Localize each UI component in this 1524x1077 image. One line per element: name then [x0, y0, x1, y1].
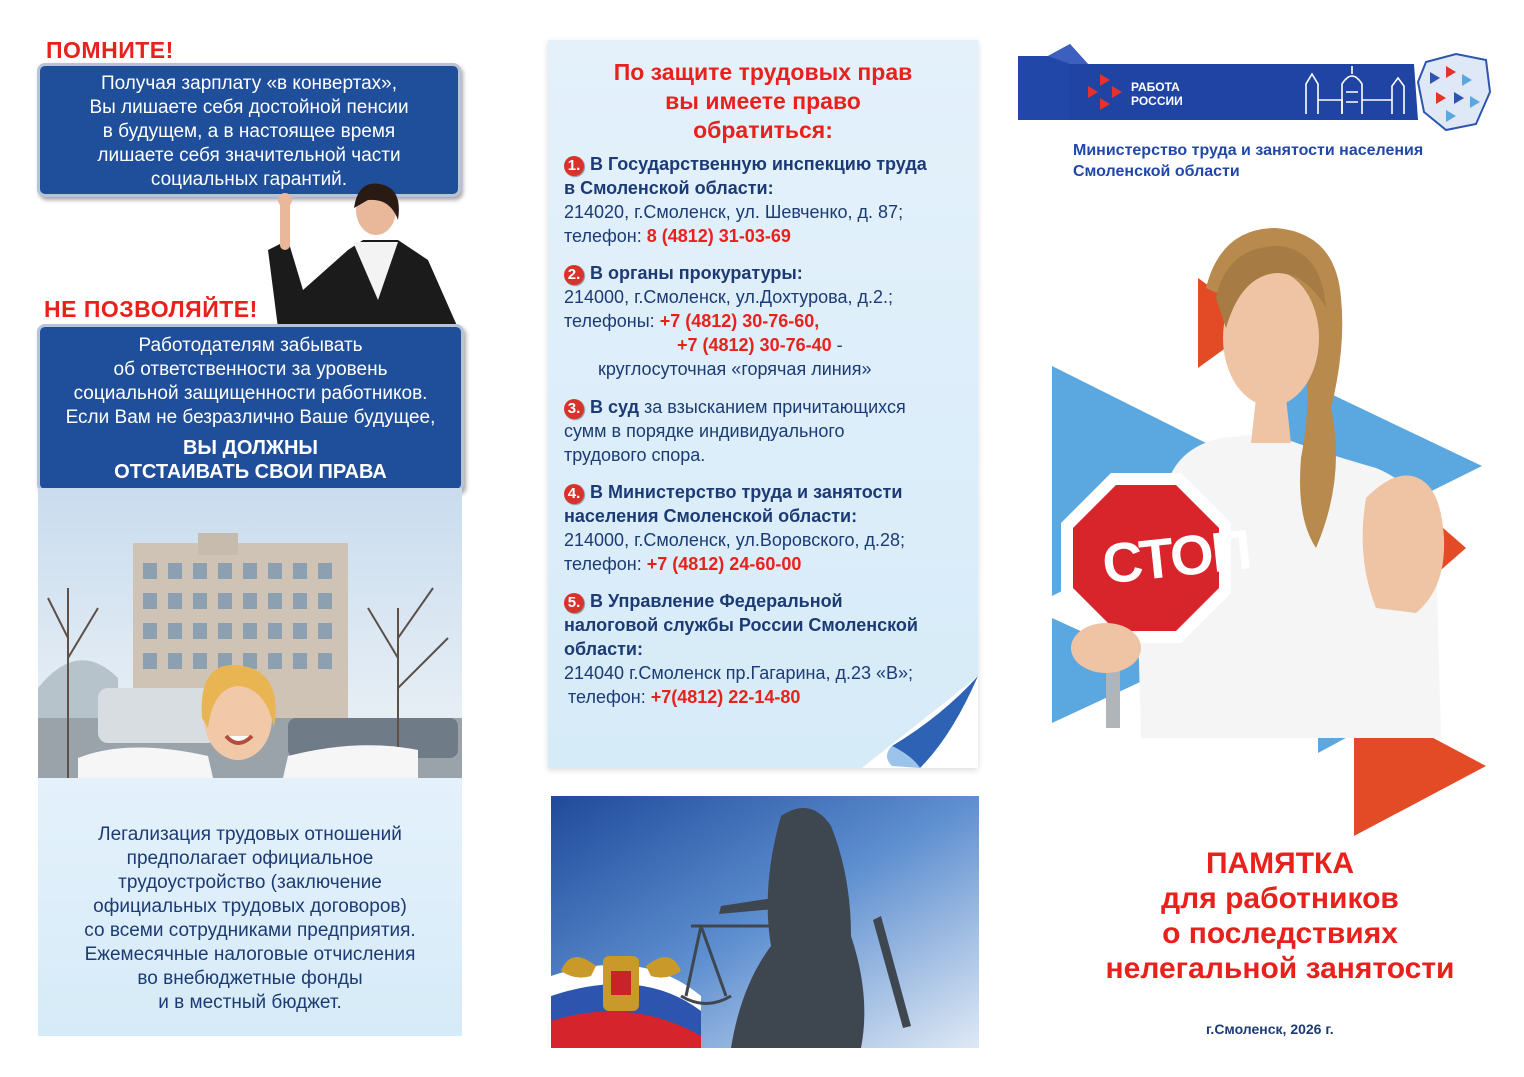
place-year: г.Смоленск, 2026 г. [1206, 1021, 1334, 1037]
stop-sign-text: СТОП [1099, 517, 1253, 596]
title-line: нелегальной занятости [1105, 952, 1455, 985]
rights-heading-line: обратиться: [693, 117, 833, 143]
legal-line: предполагает официальное [126, 848, 374, 869]
dont-allow-line: об ответственности за уровень [113, 359, 388, 380]
remember-line: лишаете себя значительной части [97, 145, 401, 166]
phone-number: +7 (4812) 30-76-60, [659, 311, 820, 331]
building-photo [38, 488, 462, 778]
logo-text: РАБОТА [1131, 80, 1180, 94]
remember-box [37, 63, 461, 197]
title-line: ПАМЯТКА [1205, 847, 1355, 880]
remember-heading: ПОМНИТЕ! [46, 37, 174, 63]
phone-number: +7(4812) 22-14-80 [650, 687, 801, 707]
legal-line: Легализация трудовых отношений [98, 824, 402, 845]
item-title: В суд [590, 397, 639, 417]
justice-statue-photo [551, 796, 979, 1048]
legal-line: со всеми сотрудниками предприятия. [84, 920, 416, 941]
item-title: В Управление Федеральной [590, 591, 843, 611]
dont-allow-line: социальной защищенности работников. [73, 383, 428, 404]
item-address: 214000, г.Смоленск, ул.Дохтурова, д.2.; [564, 287, 894, 307]
kremlin-icon [1302, 64, 1412, 116]
dont-allow-box [37, 324, 464, 492]
dont-allow-line: Если Вам не безразлично Ваше будущее, [65, 407, 436, 428]
number-badge: 1. [564, 156, 584, 176]
rights-heading [548, 58, 978, 145]
phone-label: телефон: [564, 226, 642, 246]
number-badge: 2. [564, 265, 584, 285]
phone-label: телефон: [564, 554, 642, 574]
title-line: для работников [1161, 882, 1399, 915]
must-line: ВЫ ДОЛЖНЫ [182, 437, 319, 459]
item-address: 214040 г.Смоленск пр.Гагарина, д.23 «В»; [564, 663, 914, 683]
item-address: 214000, г.Смоленск, ул.Воровского, д.28; [564, 530, 906, 550]
item-text: трудового спора. [564, 445, 706, 465]
phone-number: +7 (4812) 24-60-00 [646, 554, 802, 574]
item-title: В органы прокуратуры: [590, 263, 803, 283]
rabota-rossii-logo-text [1131, 80, 1183, 108]
phone-label: телефоны: [564, 311, 655, 331]
ministry-line: Министерство труда и занятости населения [1073, 142, 1424, 159]
item-text: за взысканием причитающихся [644, 397, 906, 417]
legal-line: Ежемесячные налоговые отчисления [84, 944, 416, 965]
remember-line: Вы лишаете себя достойной пенсии [89, 97, 409, 118]
item-title: населения Смоленской области: [564, 506, 858, 526]
rights-heading-line: вы имеете право [665, 88, 861, 114]
contact-item-5 [564, 589, 964, 709]
hotline-text: круглосуточная «горячая линия» [598, 359, 872, 379]
number-badge: 5. [564, 593, 584, 613]
item-title: В Министерство труда и занятости [590, 482, 903, 502]
remember-line: Получая зарплату «в конвертах», [100, 73, 397, 94]
contact-item-3 [564, 395, 964, 467]
brochure-title [1044, 846, 1516, 986]
contact-item-2 [564, 261, 964, 381]
number-badge: 3. [564, 399, 584, 419]
item-title: в Смоленской области: [564, 178, 774, 198]
phone-suffix: - [836, 335, 843, 355]
legal-line: во внебюджетные фонды [137, 968, 363, 989]
number-badge: 4. [564, 484, 584, 504]
dont-allow-heading: НЕ ПОЗВОЛЯЙТЕ! [44, 296, 258, 322]
remember-line: в будущем, а в настоящее время [102, 121, 396, 142]
dont-allow-line: Работодателям забывать [138, 335, 363, 356]
item-title: налоговой службы России Смоленской [564, 615, 918, 635]
remember-line: социальных гарантий. [150, 169, 348, 190]
legal-line: трудоустройство (заключение [118, 872, 382, 893]
contact-item-4 [564, 480, 964, 576]
rabota-rossii-logo-icon [1084, 72, 1124, 112]
logo-text: РОССИИ [1131, 94, 1183, 108]
item-address: 214020, г.Смоленск, ул. Шевченко, д. 87; [564, 202, 904, 222]
phone-number: +7 (4812) 30-76-40 [677, 335, 832, 355]
ministry-name [1073, 140, 1423, 182]
rights-heading-line: По защите трудовых прав [613, 59, 913, 85]
legalization-panel [38, 778, 462, 1036]
phone-number: 8 (4812) 31-03-69 [646, 226, 791, 246]
item-title: области: [564, 639, 643, 659]
item-text: сумм в порядке индивидуального [564, 421, 845, 441]
contact-item-1 [564, 152, 964, 248]
legal-line: и в местный бюджет. [158, 992, 342, 1013]
must-line: ОТСТАИВАТЬ СВОИ ПРАВА [114, 461, 387, 483]
ministry-line: Смоленской области [1073, 163, 1240, 180]
title-line: о последствиях [1162, 917, 1398, 950]
phone-label: телефон: [568, 687, 646, 707]
legal-line: официальных трудовых договоров) [93, 896, 407, 917]
item-title: В Государственную инспекцию труда [590, 154, 927, 174]
pointing-woman-photo [258, 180, 463, 328]
smolensk-region-map-icon [1416, 52, 1492, 132]
